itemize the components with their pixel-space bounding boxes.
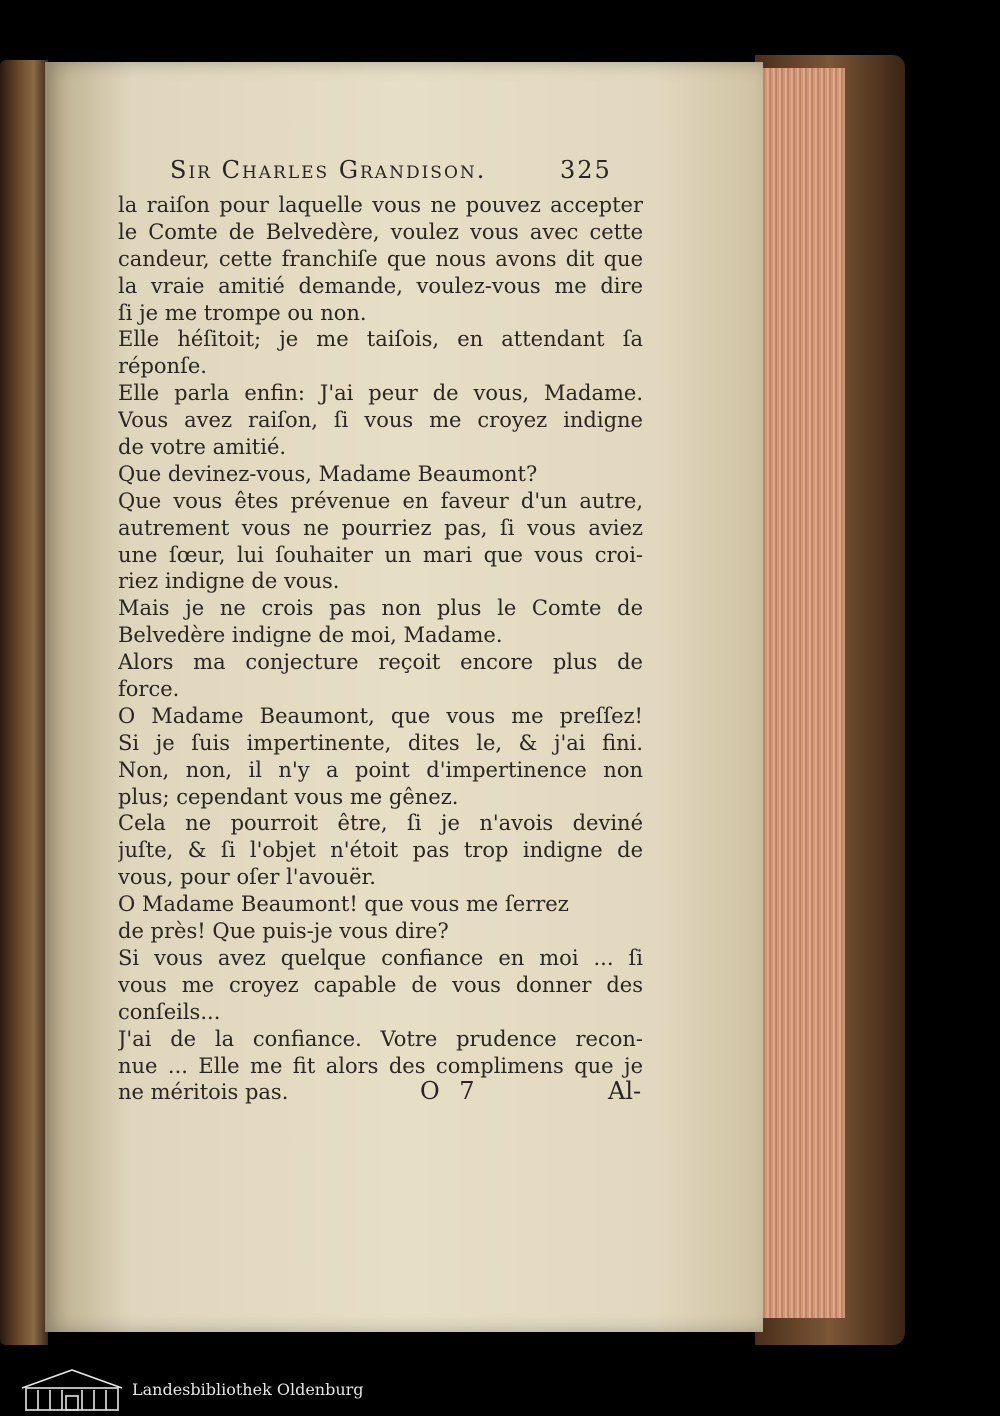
text-line: J'ai de la confiance. Votre prudence recon- [118,1026,643,1051]
text-line: riez indigne de vous. [118,569,340,594]
text-line: Elle parla enfin: J'ai peur de vous, Madame. [118,381,643,406]
page-number: 325 [560,156,612,184]
left-cover-edge [0,60,48,1345]
text-line: une ſœur, lui ſouhaiter un mari que vous croi- [118,542,643,567]
text-line: de près! Que puis-je vous dire? [118,919,449,944]
page-edges [760,68,845,1318]
page-footer [120,1075,650,1115]
text-line: nue ... Elle me fit alors des complimens que je [118,1053,643,1078]
text-line: Belvedère indigne de moi, Madame. [118,623,503,648]
institution-name: Landesbibliothek Oldenburg [132,1380,364,1399]
running-head [170,152,650,192]
text-line: ſi je me trompe ou non. [118,300,367,325]
text-line: Si vous avez quelque confiance en moi ... ſi [118,945,643,970]
text-line: Alors ma conjecture reçoit encore plus de [118,650,643,675]
text-line: Non, non, il n'y a point d'impertinence non [118,757,643,782]
text-line: Elle héſitoit; je me taiſois, en attendant ſa [118,327,643,352]
library-banner [0,1362,1000,1416]
text-line: Si je ſuis impertinente, dites le, & j'ai fini. [118,730,643,755]
text-line: force. [118,677,180,702]
text-line: réponſe. [118,354,207,379]
text-line: juſte, & ſi l'objet n'étoit pas trop indigne de [118,838,643,863]
catchword: Al- [608,1077,642,1105]
text-line: O Madame Beaumont, que vous me preſſez! [118,703,643,728]
text-line: Que vous êtes prévenue en faveur d'un autre, [118,488,643,513]
text-line: plus; cependant vous me gênez. [118,784,459,809]
text-line: la raiſon pour laquelle vous ne pouvez accepter [118,193,643,217]
running-head-title: Sir Charles Grandison. [170,156,487,184]
library-building-icon [20,1366,124,1412]
text-line: autrement vous ne pourriez pas, ſi vous aviez [118,515,643,540]
text-line: ne méritois pas. [118,1080,289,1105]
body-text [118,192,643,1106]
signature-mark: O 7 [420,1077,481,1105]
text-line: Mais je ne crois pas non plus le Comte de [118,596,643,621]
text-line: O Madame Beaumont! que vous me ſerrez [118,892,569,917]
text-line: vous, pour oſer l'avouër. [118,865,376,890]
text-line: conſeils... [118,999,221,1024]
text-line: Que devinez-vous, Madame Beaumont? [118,461,538,486]
text-line: Cela ne pourroit être, ſi je n'avois deviné [118,811,643,836]
text-line: le Comte de Belvedère, voulez vous avec cette [118,219,643,244]
text-line: candeur, cette franchiſe que nous avons dit que [118,246,643,271]
text-line: de votre amitié. [118,435,287,460]
text-line: vous me croyez capable de vous donner des [118,972,643,997]
text-line: Vous avez raiſon, ſi vous me croyez indigne [118,408,643,433]
text-line: la vraie amitié demande, voulez-vous me dire [118,273,643,298]
